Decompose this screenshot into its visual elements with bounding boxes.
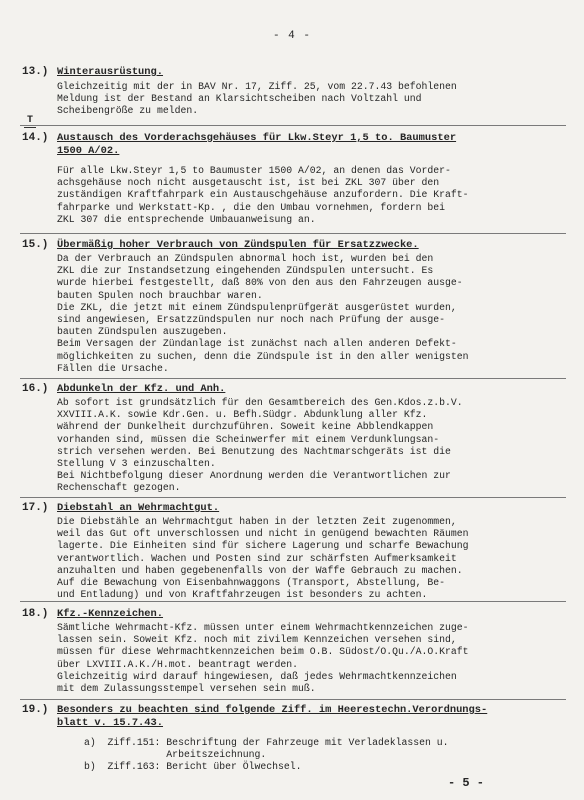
body-line: vorhanden sind, müssen die Scheinwerfer mit einem Verdunklungsan- — [57, 433, 440, 445]
body-line: Da der Verbrauch an Zündspulen abnormal hoch ist, wurden bei den — [57, 253, 434, 264]
body-line: Die ZKL, die jetzt mit einem Zündspulenprüfgerät ausgerüstet wurden, — [57, 301, 457, 313]
body-line: lassen sein. Soweit Kfz. noch mit zivilem Kennzeichen versehen sind, — [57, 634, 457, 646]
body-line: Sämtliche Wehrmacht-Kfz. müssen unter einem Wehrmachtkennzeichen zuge- — [57, 622, 469, 633]
section-heading: Austausch des Vorderachsgehäuses für Lkw.Steyr 1,5 to. Baumuster — [57, 132, 457, 144]
body-line: zuständigen Kraftfahrpark ein Austauschgehäuse anzufordern. Die Kraft- — [57, 189, 469, 201]
body-line: möglichkeiten zu suchen, denn die Zündspule ist in den aller wenigsten — [57, 350, 469, 362]
body-line: während der Dunkelheit durchzuführen. Soweit keine Abblendkappen — [57, 421, 434, 433]
body-line: Rechenschaft gezogen. — [57, 482, 181, 494]
body-line: und Entladung) und von Kraftfahrzeugen ist besonders zu achten. — [57, 589, 428, 601]
body-line: lagerte. Die Einheiten sind für sichere Lagerung und scharfe Bewachung — [57, 540, 469, 552]
body-line: Stellung V 3 einzuschalten. — [57, 457, 216, 469]
section-heading-cont: 1500 A/02. — [57, 145, 120, 157]
section-number: 13.) — [22, 66, 49, 78]
section-heading: Übermäßig hoher Verbrauch von Zündspulen für Ersatzzwecke. — [57, 239, 419, 251]
body-line: Fällen die Ursache. — [57, 362, 169, 374]
section-number: 14.) — [22, 132, 49, 144]
section-number: 18.) — [22, 608, 49, 620]
section-number: 17.) — [22, 502, 49, 514]
section-body — [57, 516, 469, 601]
body-line: achsgehäuse noch nicht ausgetauscht ist, ist bei ZKL 307 über den — [57, 177, 440, 189]
section-divider — [20, 601, 566, 602]
body-line: bauten Zündspulen auszugeben. — [57, 326, 228, 338]
body-line: weil das Gut oft unverschlossen und nicht in genügend bewachten Räumen — [57, 528, 469, 540]
subitem-a-cont: Arbeitszeichnung. — [84, 749, 267, 760]
section-divider — [20, 699, 566, 700]
body-line: Auf die Bewachung von Eisenbahnwaggons (Transport, Abstellung, Be- — [57, 576, 446, 588]
body-line: fahrparke und Werkstatt-Kp. , die den Umbau vornehmen, fordern bei — [57, 201, 446, 213]
section-divider — [20, 497, 566, 498]
body-line: ZKL 307 die entsprechende Umbauanweisung an. — [57, 213, 316, 225]
section-number: 15.) — [22, 239, 49, 251]
body-line: verantwortlich. Wachen und Posten sind zur schärfsten Aufmerksamkeit — [57, 552, 457, 564]
body-line: anzuhalten und haben gegebenenfalls von der Waffe Gebrauch zu machen. — [57, 564, 463, 576]
body-line: ZKL die zur Instandsetzung eingehenden Zündspulen untersucht. Es — [57, 265, 434, 277]
body-line: Für alle Lkw.Steyr 1,5 to Baumuster 1500 A/02, an denen das Vorder- — [57, 165, 451, 176]
body-line: bauten Spulen noch brauchbar waren. — [57, 289, 263, 301]
body-line: Bei Nichtbefolgung dieser Anordnung werden die Verantwortlichen zur — [57, 470, 451, 482]
body-line: Gleichzeitig wird darauf hingewiesen, daß jedes Wehrmachtkennzeichen — [57, 670, 457, 682]
section-heading: Winterausrüstung. — [57, 66, 164, 78]
body-line: XXVIII.A.K. sowie Kdr.Gen. u. Befh.Südgr. Abdunklung aller Kfz. — [57, 409, 428, 421]
body-line: Die Diebstähle an Wehrmachtgut haben in der letzten Zeit zugenommen, — [57, 516, 457, 527]
body-line: wurde hierbei festgestellt, daß 80% von den aus den Fahrzeugen ausge- — [57, 277, 463, 289]
section-divider — [20, 378, 566, 379]
section-body — [57, 253, 469, 375]
section-divider — [20, 125, 566, 126]
page-number-bottom: - 5 - — [448, 776, 485, 790]
subitem-b: b) Ziff.163: Bericht über Ölwechsel. — [84, 761, 302, 772]
body-line: über LXVIII.A.K./H.mot. beantragt werden. — [57, 658, 299, 670]
section-heading-cont: blatt v. 15.7.43. — [57, 717, 164, 729]
subitem-a: a) Ziff.151: Beschriftung der Fahrzeuge mit Verladeklassen u. — [84, 737, 449, 748]
body-line: mit dem Zulassungsstempel versehen sein muß. — [57, 682, 316, 694]
section-heading: Abdunkeln der Kfz. und Anh. — [57, 383, 226, 395]
section-number: 19.) — [22, 704, 49, 716]
section-heading: Kfz.-Kennzeichen. — [57, 608, 164, 620]
body-line: Meldung ist der Bestand an Klarsichtscheiben nach Voltzahl und — [57, 93, 422, 105]
body-line: sind angewiesen, Ersatzzündspulen nur noch nach Prüfung der ausge- — [57, 313, 446, 325]
section-number: 16.) — [22, 383, 49, 395]
body-line: Scheibengröße zu melden. — [57, 105, 199, 117]
body-line: müssen für diese Wehrmachtkennzeichen beim O.B. Südost/O.Qu./A.O.Kraft — [57, 646, 469, 658]
body-line: Beim Versagen der Zündanlage ist zunächst nach allen anderen Defekt- — [57, 338, 457, 350]
section-body — [57, 165, 469, 226]
section-divider — [20, 233, 566, 234]
body-line: Gleichzeitig mit der in BAV Nr. 17, Ziff. 25, vom 22.7.43 befohlenen — [57, 81, 457, 92]
section-body — [57, 397, 463, 495]
body-line: Ab sofort ist grundsätzlich für den Gesamtbereich des Gen.Kdos.z.b.V. — [57, 397, 463, 408]
margin-mark: T — [27, 115, 34, 126]
page-number-top: - 4 - — [272, 30, 311, 42]
section-body — [57, 81, 457, 118]
section-heading: Diebstahl an Wehrmachtgut. — [57, 502, 220, 514]
body-line: strich versehen werden. Bei Benutzung des Nachtmarschgeräts ist die — [57, 445, 451, 457]
section-heading: Besonders zu beachten sind folgende Ziff. im Heerestechn.Verordnungs- — [57, 704, 488, 716]
section-body — [57, 622, 469, 695]
